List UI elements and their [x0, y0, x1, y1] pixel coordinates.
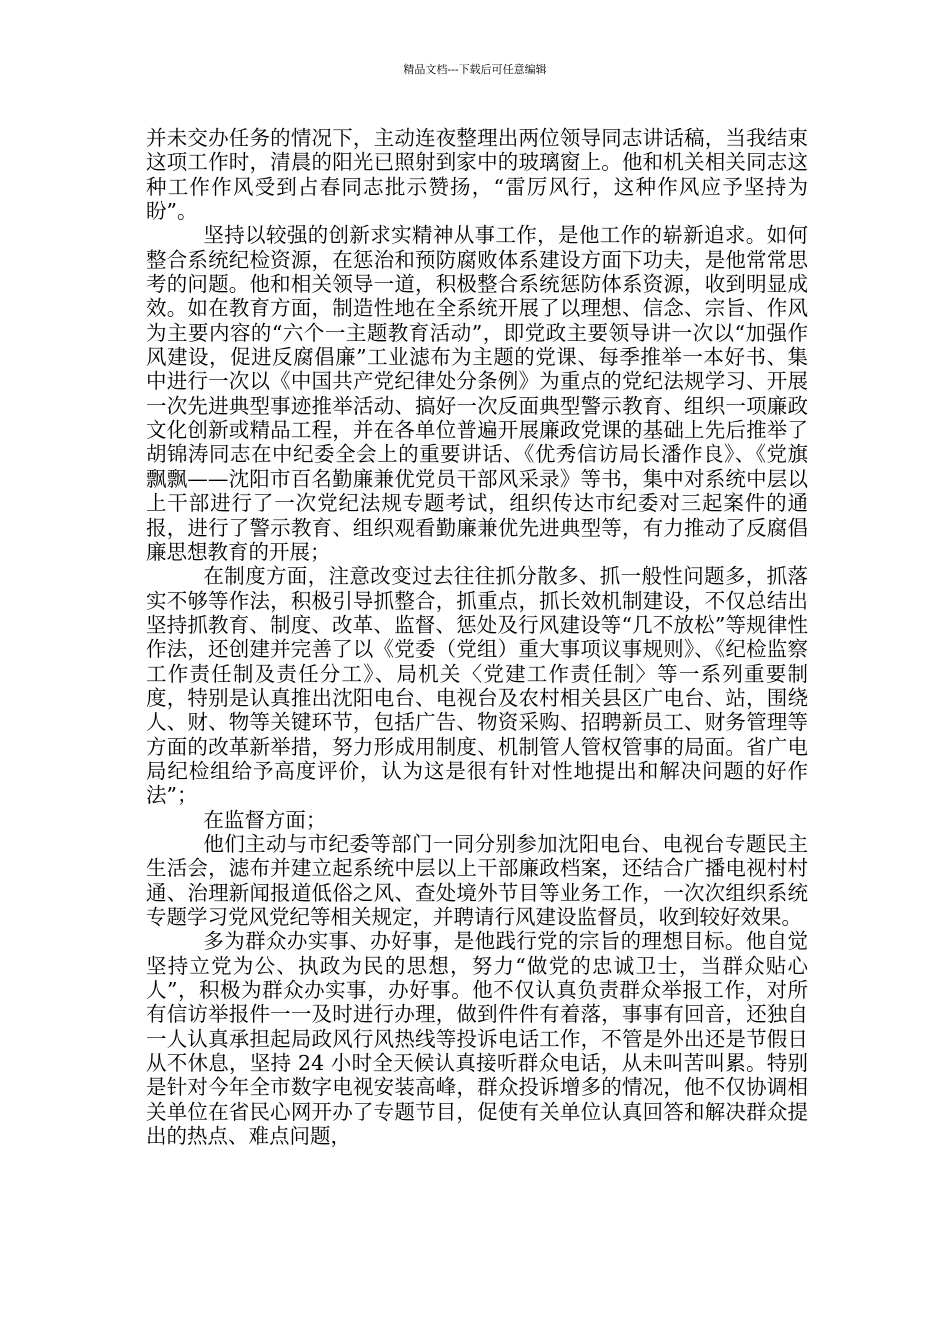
paragraph-5: 他们主动与市纪委等部门一同分别参加沈阳电台、电视台专题民主生活会，滤布并建立起系统中层以上干部廉政档案，还结合广播电视村村通、治理新闻报道低俗之风、查处境外节目等业务工作，一次次组织系统专题学习党风党纪等相关规定，并聘请行风建设监督员，收到较好效果。 [146, 831, 808, 929]
page-header: 精品文档---下载后可任意编辑 [403, 63, 547, 76]
paragraph-6: 多为群众办实事、办好事，是他践行党的宗旨的理想目标。他自觉坚持立党为公、执政为民的思想，努力“做党的忠诚卫士，当群众贴心人”，积极为群众办实事，办好事。他不仅认真负责群众举报工作，对所有信访举报件一一及时进行办理，做到件件有着落，事事有回音，还独自一人认真承担起局政风行风热线等投诉电话工作，不管是外出还是节假日从不休息，坚持 24 小时全天候认真接听群众电话，从未叫苦叫累。特别是针对今年全市数字电视安装高峰，群众投诉增多的情况，他不仅协调相关单位在省民心网开办了专题节目，促使有关单位认真回答和解决群众提出的热点、难点问题， [146, 929, 808, 1149]
paragraph-3: 在制度方面，注意改变过去往往抓分散多、抓一般性问题多，抓落实不够等作法，积极引导抓整合，抓重点，抓长效机制建设，不仅总结出坚持抓教育、制度、改革、监督、惩处及行风建设等“几不放松”等规律性作法，还创建并完善了以《党委（党组）重大事项议事规则》、《纪检监察工作责任制及责任分工》、局机关〈党建工作责任制〉等一系列重要制度，特别是认真推出沈阳电台、电视台及农村相关县区广电台、站，围绕人、财、物等关键环节，包括广告、物资采购、招聘新员工、财务管理等方面的改革新举措，努力形成用制度、机制管人管权管事的局面。省广电局纪检组给予高度评价，认为这是很有针对性地提出和解决问题的好作法”； [146, 564, 808, 808]
paragraph-1: 并未交办任务的情况下，主动连夜整理出两位领导同志讲话稿，当我结束这项工作时，清晨的阳光已照射到家中的玻璃窗上。他和机关相关同志这种工作作风受到占春同志批示赞扬，“雷厉风行，这种作风应予坚持为盼”。 [146, 126, 808, 224]
paragraph-4: 在监督方面； [203, 807, 327, 832]
paragraph-2: 坚持以较强的创新求实精神从事工作，是他工作的崭新追求。如何整合系统纪检资源，在惩治和预防腐败体系建设方面下功夫，是他常常思考的问题。他和相关领导一道，积极整合系统惩防体系资源，收到明显成效。如在教育方面，制造性地在全系统开展了以理想、信念、宗旨、作风为主要内容的“六个一主题教育活动”，即党政主要领导讲一次以“加强作风建设，促进反腐倡廉”工业滤布为主题的党课、每季推举一本好书、集中进行一次以《中国共产党纪律处分条例》为重点的党纪法规学习、开展一次先进典型事迹推举活动、搞好一次反面典型警示教育、组织一项廉政文化创新或精品工程，并在各单位普遍开展廉政党课的基础上先后推举了胡锦涛同志在中纪委全会上的重要讲话、《优秀信访局长潘作良》、《党旗飘飘——沈阳市百名勤廉兼优党员干部风采录》等书，集中对系统中层以上干部进行了一次党纪法规专题考试，组织传达市纪委对三起案件的通报，进行了警示教育、组织观看勤廉兼优先进典型等，有力推动了反腐倡廉思想教育的开展； [146, 223, 808, 564]
document-body [146, 126, 808, 1148]
